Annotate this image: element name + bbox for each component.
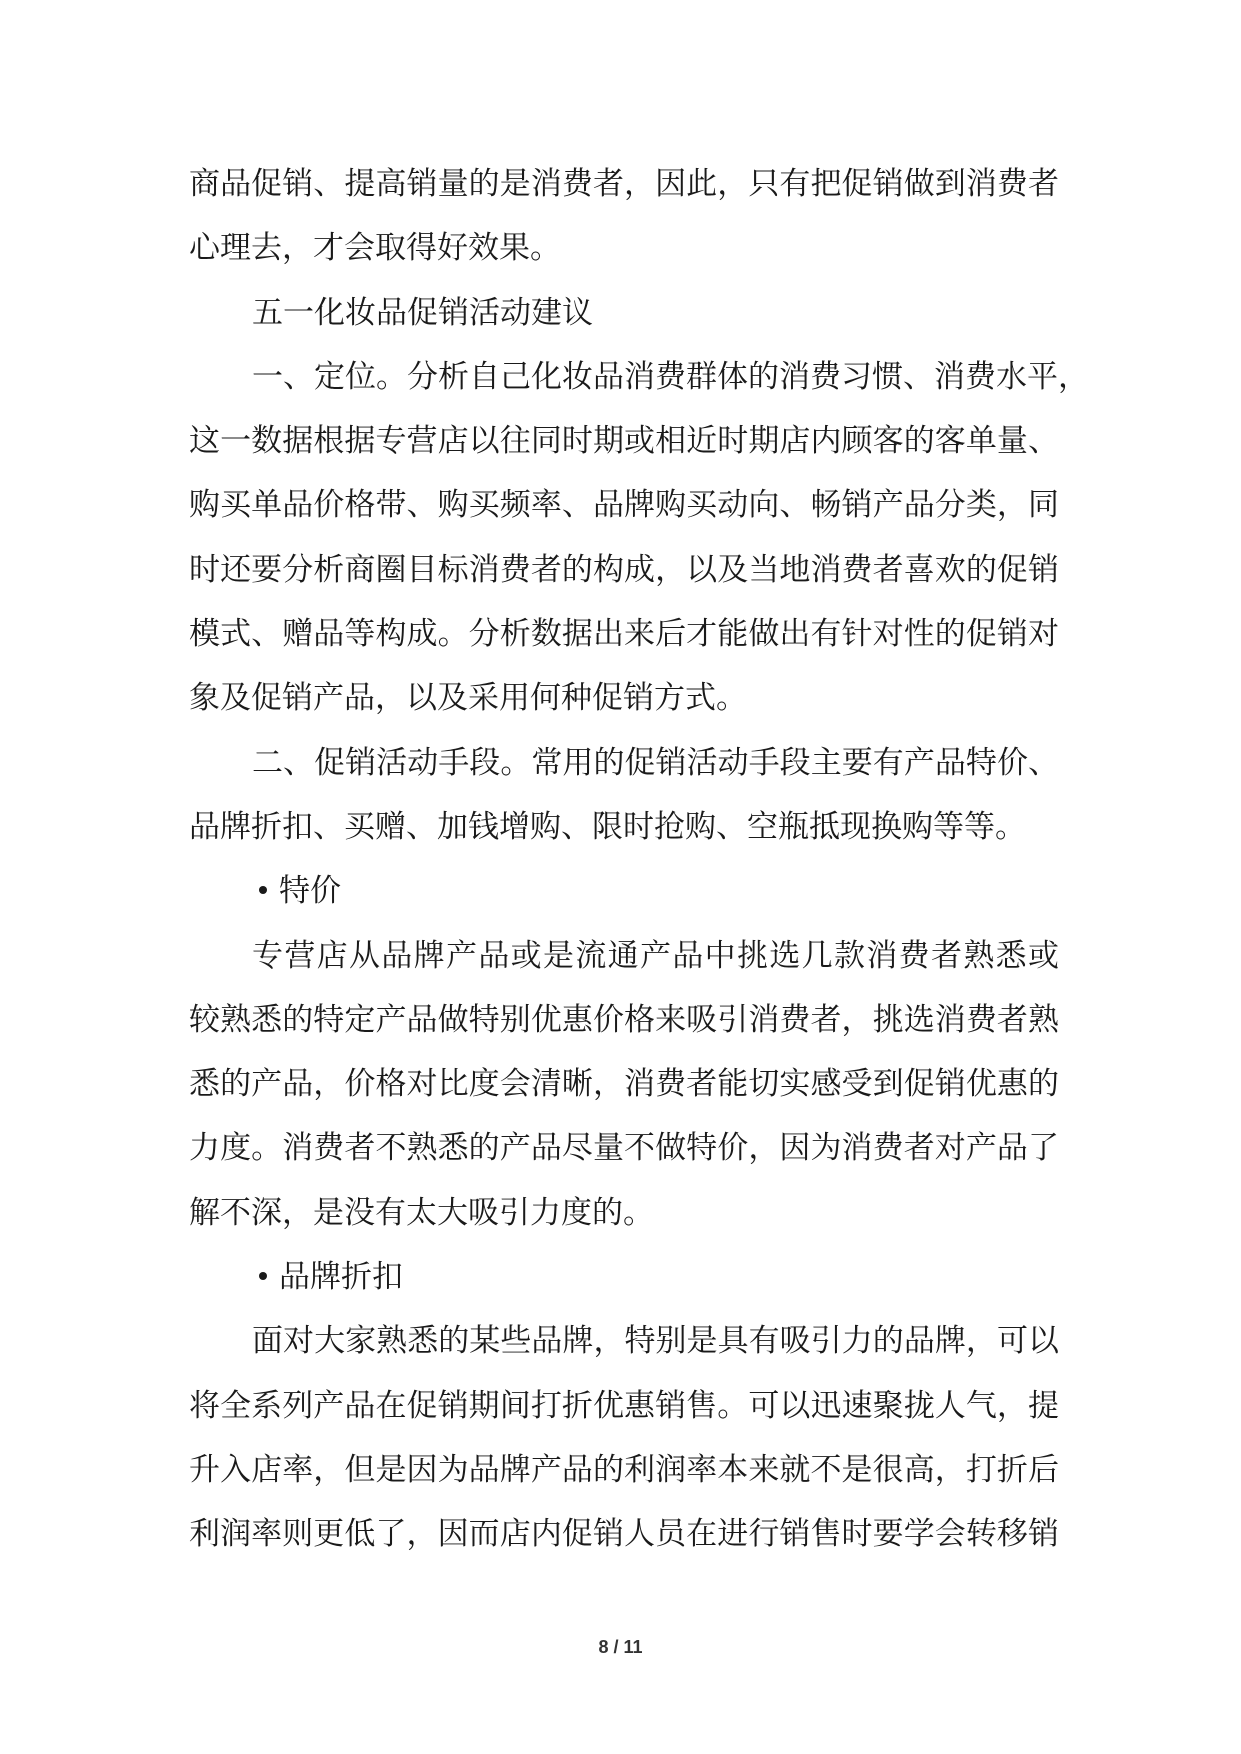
text-line: 这一数据根据专营店以往同时期或相近时期店内顾客的客单量、: [189, 423, 1059, 460]
text-line: 时还要分析商圈目标消费者的构成，以及当地消费者喜欢的促销: [189, 551, 1059, 588]
page-number: 8 / 11: [598, 1637, 643, 1657]
bullet-label: 品牌折扣: [279, 1259, 403, 1296]
bullet-item: [189, 1245, 1059, 1309]
bullet-label: 特价: [279, 873, 341, 910]
text-line: 心理去，才会取得好效果。: [189, 230, 561, 267]
text-line: 象及促销产品，以及采用何种促销方式。: [189, 680, 747, 717]
text-line: 将全系列产品在促销期间打折优惠销售。可以迅速聚拢人气，提: [189, 1387, 1059, 1424]
bullet-icon: [259, 1272, 267, 1280]
body-text: [189, 152, 1089, 1567]
text-line: 较熟悉的特定产品做特别优惠价格来吸引消费者，挑选消费者熟: [189, 1001, 1059, 1038]
text-line: 二、促销活动手段。常用的促销活动手段主要有产品特价、: [252, 744, 1059, 781]
text-line: 品牌折扣、买赠、加钱增购、限时抢购、空瓶抵现换购等等。: [189, 808, 1026, 845]
text-line: 模式、赠品等构成。分析数据出来后才能做出有针对性的促销对: [189, 616, 1059, 653]
text-line: 悉的产品，价格对比度会清晰，消费者能切实感受到促销优惠的: [189, 1066, 1059, 1103]
section-heading: 五一化妆品促销活动建议: [252, 294, 593, 331]
text-line: 一、定位。分析自己化妆品消费群体的消费习惯、消费水平，: [252, 358, 1089, 395]
text-line: 升入店率，但是因为品牌产品的利润率本来就不是很高，打折后: [189, 1451, 1059, 1488]
bullet-icon: [259, 886, 267, 894]
text-line: 商品促销、提高销量的是消费者，因此，只有把促销做到消费者: [189, 166, 1059, 202]
bullet-item: [189, 859, 1059, 923]
text-line: 力度。消费者不熟悉的产品尽量不做特价，因为消费者对产品了: [189, 1130, 1059, 1167]
text-line: 购买单品价格带、购买频率、品牌购买动向、畅销产品分类，同: [189, 487, 1059, 524]
text-line: 面对大家熟悉的某些品牌，特别是具有吸引力的品牌，可以: [252, 1323, 1059, 1360]
text-line: 利润率则更低了，因而店内促销人员在进行销售时要学会转移销: [189, 1516, 1059, 1553]
text-line: 专营店从品牌产品或是流通产品中挑选几款消费者熟悉或: [252, 937, 1059, 974]
text-line: 解不深，是没有太大吸引力度的。: [189, 1194, 654, 1231]
